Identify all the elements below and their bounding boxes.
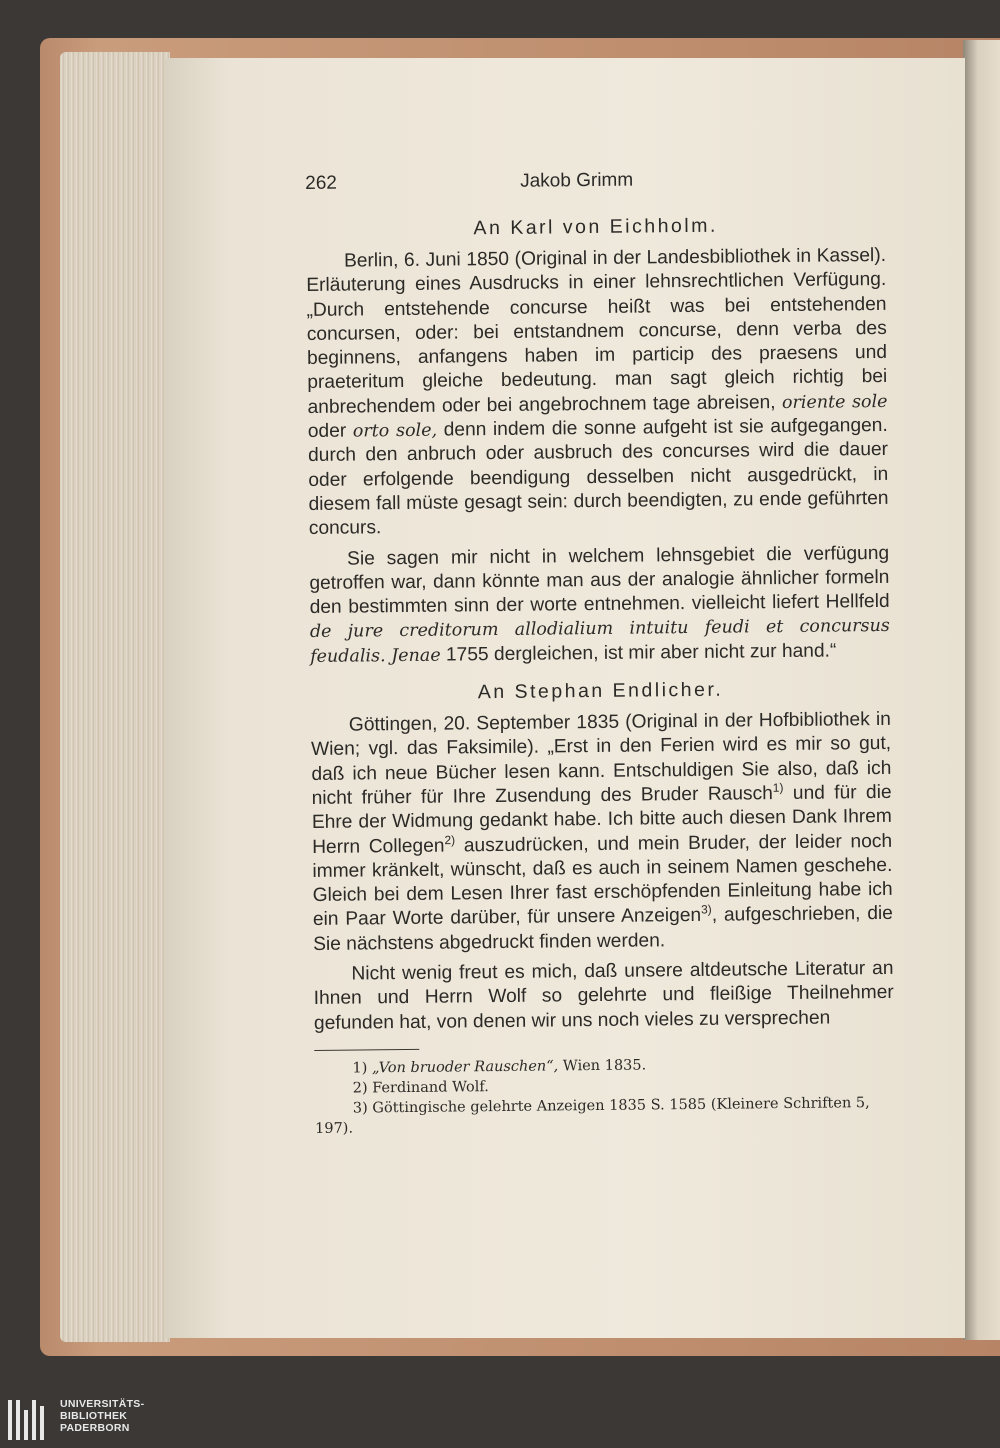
text-run: und für die Ehre der Widmung gedankt habe. Ich bitte auch diesen Dank Ihrem Herrn Collegen xyxy=(311,781,892,858)
library-logo-icon xyxy=(8,1400,54,1440)
library-logo-line: PADERBORN xyxy=(60,1422,130,1434)
italic-text: „Von bruoder Rauschen“, xyxy=(371,1058,559,1077)
page-edges xyxy=(60,52,170,1342)
letter-paragraph xyxy=(309,541,890,669)
library-logo-text xyxy=(60,1398,144,1434)
letter-paragraph xyxy=(311,708,894,957)
page-text-block xyxy=(305,159,895,1139)
text-run: oder xyxy=(307,420,353,443)
letter-heading-eichholm: An Karl von Eichholm. xyxy=(473,214,718,240)
footnote-reference: 1) xyxy=(772,780,784,795)
library-logo-line: UNIVERSITÄTS- xyxy=(60,1398,145,1410)
italic-text: oriente sole xyxy=(781,391,888,413)
text-run: Göttingen, 20. September 1835 (Original in der Hofbibliothek in Wien; vgl. das Faksimile). „Erst in den Ferien wird es mir so gut, daß ich neue Bücher lesen kann. Entschuldigen Sie also, daß ich nicht früher für Ihre Zusendung des Bruder Rausch xyxy=(311,708,892,809)
footnote xyxy=(315,1093,895,1139)
footnote-reference: 2) xyxy=(444,832,456,847)
page-number: 262 xyxy=(305,172,338,194)
text-run: 2) Ferdinand Wolf. xyxy=(352,1079,489,1097)
text-run: Nicht wenig freut es mich, daß unsere altdeutsche Literatur an Ihnen und Herrn Wolf so gelehrte und fleißige Theilnehmer gefunden hat, von denen wir uns noch vieles zu versprechen xyxy=(313,957,894,1034)
library-logo xyxy=(8,1398,158,1442)
text-run: , aufgeschrieben, die Sie nächstens abgedruckt finden werden. xyxy=(313,903,893,955)
footnote-reference: 3) xyxy=(700,902,712,917)
letter-paragraph xyxy=(313,957,894,1036)
footnote-rule xyxy=(314,1049,419,1051)
italic-text: de jure creditorum allodialium intuitu feudi et concursus feudalis. Jenae xyxy=(309,616,890,667)
italic-text: orto sole, xyxy=(352,420,438,442)
running-head xyxy=(305,159,885,205)
library-logo-line: BIBLIOTHEK xyxy=(60,1410,128,1422)
text-run: Sie sagen mir nicht in welchem lehnsgebiet die verfügung getroffen war, dann könnte man aus der analogie ähnlicher formeln den bestimmten sinn der worte entnehmen. vielleicht liefert Hellfeld xyxy=(309,542,890,619)
letter-heading-endlicher: An Stephan Endlicher. xyxy=(477,678,724,704)
text-run: 3) Göttingische gelehrte Anzeigen 1835 S. 1585 (Kleinere Schriften 5, 197). xyxy=(315,1095,870,1137)
text-run: auszudrücken, und mein Bruder, der leider noch immer kränkelt, wünscht, daß es auch in seinem Namen geschehe. Gleich bei dem Lesen Ihrer fast erschöpfenden Einleitung habe ich ein Paar Worte darüber, für unsere Anzeigen xyxy=(312,830,893,931)
text-run: Wien 1835. xyxy=(558,1057,647,1075)
facing-page-edge xyxy=(963,40,1000,1340)
letter-paragraph xyxy=(306,244,889,542)
text-run: 1) xyxy=(352,1060,373,1077)
text-run: denn indem die sonne aufgeht ist sie aufgegangen. durch den anbruch oder ausbruch des concurses wird die dauer oder erfolgende beendigung desselben nicht ausgedrückt, in diesem fall müste gesagt sein: durch beendigten, zu ende geführten concurs. xyxy=(307,414,889,540)
text-run: Berlin, 6. Juni 1850 (Original in der Landesbibliothek in Kassel). Erläuterung eines Ausdrucks in einer lehnsrechtlichen Verfügung. „Durch entstehende concurse heißt was bei entstehenden concursen, oder: bei entstandnem concurse, denn verba des beginnens, anfangens haben im particip des praesens und praeteritum gleiche bedeutung. man sagt gleich richtig bei anbrechendem oder bei angebrochnem tage abreisen, xyxy=(306,244,888,418)
text-run: 1755 dergleichen, ist mir aber nicht zur hand.“ xyxy=(440,640,837,666)
running-title: Jakob Grimm xyxy=(520,169,634,192)
